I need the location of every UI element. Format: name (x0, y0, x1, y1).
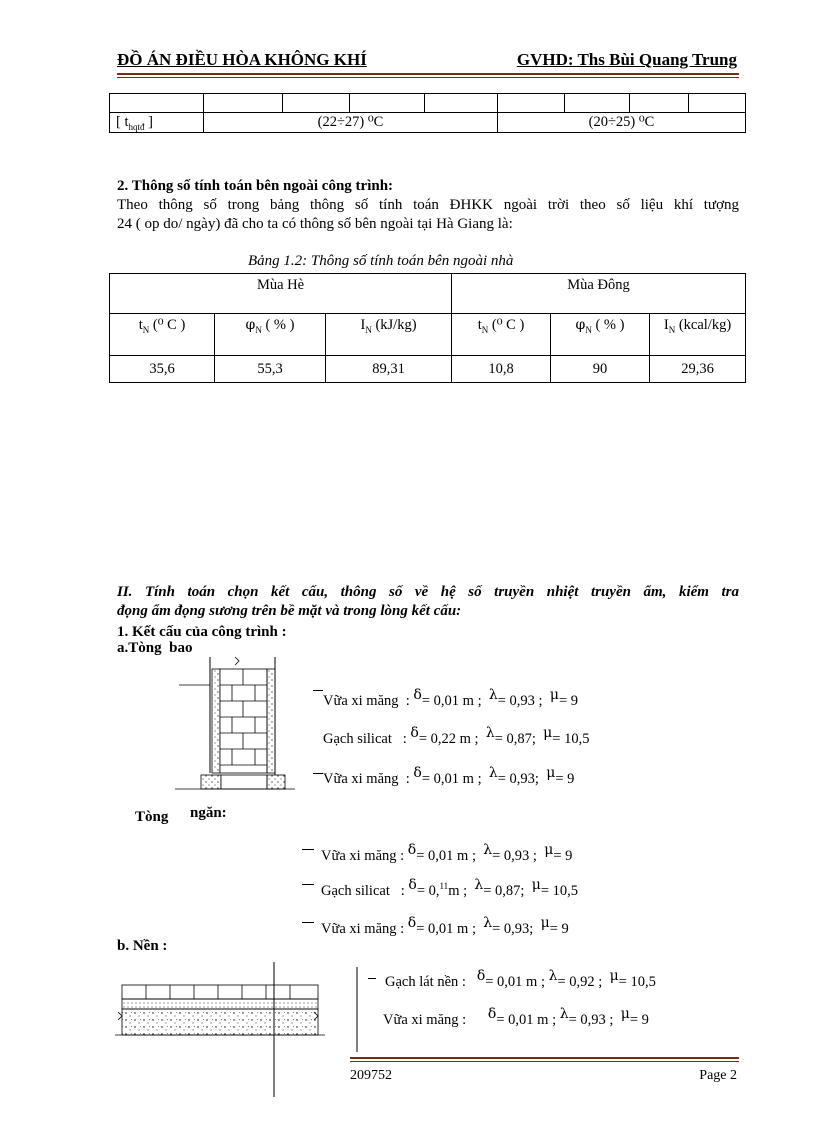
section2-title: 2. Thông số tính toán bên ngoài công trình: (117, 178, 394, 194)
wall-layer-1: Vữa xi măng : $^\delta$= 0,01 m ; $^\lambda$= 0,93 ; $^\mu$= 9 (323, 687, 578, 709)
partition-heading-1: Tòng (135, 809, 169, 825)
leader-part-3 (302, 922, 314, 923)
table-caption: Bảng 1.2: Thông số tính toán bên ngoài nhà (248, 253, 514, 269)
col-tn-winter: $t_N$ (⁰ C ) (452, 314, 551, 356)
header-advisor: GVHD: Ths Bùi Quang Trung (516, 50, 737, 69)
leader-floor-1 (368, 978, 376, 979)
col-tn-summer: $t_N$ (⁰ C ) (110, 314, 215, 356)
leader-part-2 (302, 884, 314, 885)
partition-layer-2: Gạch silicat : $^\delta$= 0,11m ; $^\lambda$= 0,87; $^\mu$= 10,5 (321, 877, 579, 899)
col-phi-summer: $\varphi_N$ ( % ) (215, 314, 326, 356)
header-rule-thin (117, 77, 739, 78)
floor-layer-2: Vữa xi măng : $^\delta$= 0,01 m ; $^\lambda$= 0,93 ; $^\mu$= 9 (383, 1006, 649, 1028)
floor-section-diagram (115, 962, 375, 1102)
val-tn-winter: 10,8 (452, 356, 551, 383)
partition-layer-3: Vữa xi măng : $^\delta$= 0,01 m ; $^\lambda$= 0,93; $^\mu$= 9 (321, 915, 569, 937)
leader-wall-3 (313, 773, 323, 774)
season-summer: Mùa Hè (110, 274, 452, 314)
season-winter: Mùa Đông (452, 274, 746, 314)
col-phi-winter: $\varphi_N$ ( % ) (551, 314, 650, 356)
footer-doc-id: 209752 (350, 1068, 392, 1083)
section-II-title-2: đọng ẩm đọng sương trên bề mặt và trong lòng kết cấu: (117, 603, 462, 619)
val-in-summer: 89,31 (326, 356, 452, 383)
header-rule (117, 73, 739, 75)
wall-layer-3: Vữa xi măng : $^\delta$= 0,01 m ; $^\lambda$= 0,93; $^\mu$= 9 (323, 765, 575, 787)
indoor-summer: (22÷27) ⁰C (204, 113, 498, 133)
partition-heading-2: ngăn: (190, 805, 227, 821)
indoor-table (109, 93, 746, 133)
section2-para1: Theo thông số trong bảng thông số tính toán ĐHKK ngoài trời theo số liệu khí tượng (117, 197, 739, 213)
section2-para2: 24 ( op do/ ngày) đã cho ta có thông số bên ngoài tại Hà Giang là: (117, 216, 513, 232)
leader-part-1 (302, 849, 314, 850)
section-II-title-1: II. Tính toán chọn kết cấu, thông số về hệ số truyền nhiệt truyền ẩm, kiểm tra (117, 584, 739, 600)
footer-rule-thin (350, 1061, 739, 1062)
wall-layer-2: Gạch silicat : $^\delta$= 0,22 m ; $^\lambda$= 0,87; $^\mu$= 10,5 (323, 725, 590, 747)
header-title: ĐỒ ÁN ĐIỀU HÒA KHÔNG KHÍ (117, 50, 367, 69)
col-in-summer: $I_N$ (kJ/kg) (326, 314, 452, 356)
leader-wall-1 (313, 690, 323, 691)
outer-wall-heading: a.Tòng bao (117, 640, 193, 656)
val-phi-winter: 90 (551, 356, 650, 383)
footer-page-number: Page 2 (699, 1068, 737, 1083)
wall-section-diagram (175, 655, 315, 795)
indoor-row-label: [ $t_{hqtđ}$ ] (110, 113, 204, 133)
val-phi-summer: 55,3 (215, 356, 326, 383)
indoor-winter: (20÷25) ⁰C (498, 113, 746, 133)
val-in-winter: 29,36 (650, 356, 746, 383)
floor-heading: b. Nền : (117, 938, 168, 954)
footer-rule (350, 1057, 739, 1059)
floor-layer-1: Gạch lát nền : $^\delta$= 0,01 m ; $^\lambda$= 0,92 ; $^\mu$= 10,5 (385, 968, 656, 990)
outdoor-table (109, 273, 746, 383)
col-in-winter: $I_N$ (kcal/kg) (650, 314, 746, 356)
structure-heading: 1. Kết cấu của công trình : (117, 624, 287, 640)
partition-layer-1: Vữa xi măng : $^\delta$= 0,01 m ; $^\lambda$= 0,93 ; $^\mu$= 9 (321, 842, 573, 864)
val-tn-summer: 35,6 (110, 356, 215, 383)
